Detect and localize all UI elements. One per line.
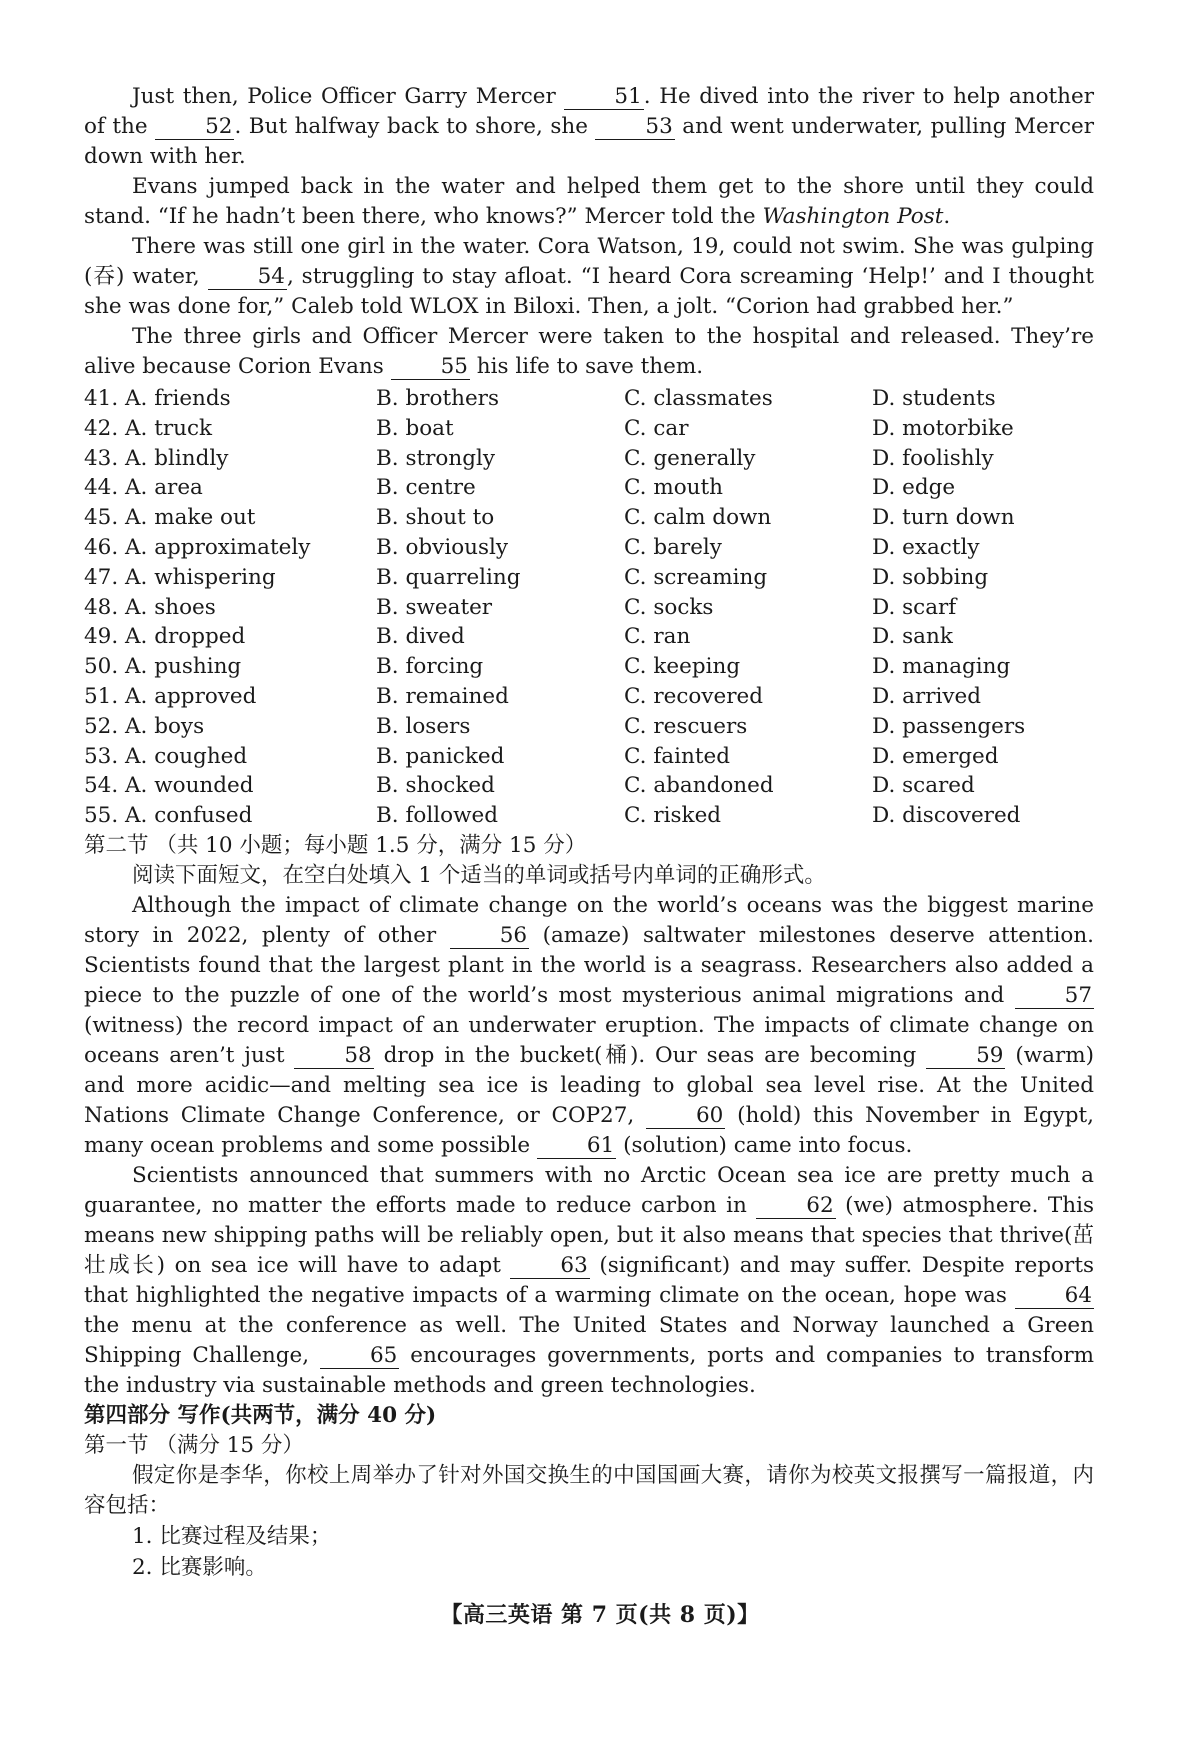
option-a: 50. A. pushing (84, 654, 242, 680)
section-heading: 第二节 （共 10 小题；每小题 1.5 分，满分 15 分） (84, 832, 587, 858)
option-b: B. boat (376, 415, 454, 441)
option-c: C. mouth (624, 475, 724, 501)
part-heading: 第四部分 写作(共两节，满分 40 分) (84, 1402, 437, 1428)
blank-64: 64 (1015, 1284, 1094, 1309)
option-row (84, 801, 1094, 831)
exam-page (84, 82, 1094, 1583)
passage-paragraph: Just then, Police Officer Garry Mercer 51. He dived into the river to help another of the 52. But halfway back to shore, she 53 and went underwater, pulling Mercer down with her. (84, 84, 1094, 169)
section-instruction: 阅读下面短文，在空白处填入 1 个适当的单词或括号内单词的正确形式。 (132, 862, 826, 888)
option-a: 49. A. dropped (84, 624, 246, 650)
section-heading: 第一节 （满分 15 分） (84, 1432, 304, 1458)
passage-paragraph: Scientists announced that summers with no Arctic Ocean sea ice are pretty much a guarantee, no matter the efforts made to reduce carbon in 62 (we) atmosphere. This means new shipping paths will be reliably open, but it also means that species that thrive(茁壮成长) on sea ice will have to adapt 63 (significant) and may suffer. Despite reports that highlighted the negative impacts of a warming climate on the ocean, hope was 64 the menu at the conference as well. The United States and Norway launched a Green Shipping Challenge, 65 encourages governments, ports and companies to transform the industry via sustainable methods and green technologies. (84, 1162, 1094, 1398)
blank-52: 52 (155, 115, 234, 140)
option-a: 46. A. approximately (84, 534, 311, 560)
option-row (84, 563, 1094, 593)
option-c: C. risked (624, 803, 722, 829)
option-a: 52. A. boys (84, 713, 205, 739)
option-b: B. quarreling (376, 564, 521, 590)
option-c: C. socks (624, 594, 714, 620)
option-b: B. remained (376, 683, 509, 709)
option-b: B. sweater (376, 594, 493, 620)
option-a: 55. A. confused (84, 803, 253, 829)
writing-prompt: 假定你是李华，你校上周举办了针对外国交换生的中国国画大赛，请你为校英文报撰写一篇报道，内容包括： (84, 1462, 1094, 1518)
option-b: B. forcing (376, 654, 484, 680)
blank-59: 59 (926, 1044, 1005, 1069)
option-row (84, 593, 1094, 623)
option-a: 53. A. coughed (84, 743, 248, 769)
writing-requirement: 1. 比赛过程及结果； (132, 1523, 332, 1549)
option-row (84, 771, 1094, 801)
blank-54: 54 (208, 265, 287, 290)
option-d: D. foolishly (872, 445, 994, 471)
option-d: D. passengers (872, 713, 1026, 739)
option-d: D. managing (872, 654, 1011, 680)
option-b: B. panicked (376, 743, 505, 769)
option-c: C. rescuers (624, 713, 748, 739)
passage-paragraph: Evans jumped back in the water and helped them get to the shore until they could stand. “If he hadn’t been there, who knows?” Mercer told the Washington Post. (84, 174, 1094, 229)
option-d: D. turn down (872, 505, 1015, 531)
option-b: B. brothers (376, 386, 499, 411)
option-a: 43. A. blindly (84, 445, 229, 471)
option-d: D. sank (872, 624, 953, 650)
option-b: B. strongly (376, 445, 495, 471)
option-row (84, 622, 1094, 652)
option-row (84, 473, 1094, 503)
option-row (84, 712, 1094, 742)
passage-paragraph: The three girls and Officer Mercer were taken to the hospital and released. They’re alive because Corion Evans 55 his life to save them. (84, 324, 1094, 379)
option-a: 42. A. truck (84, 415, 213, 441)
option-a: 48. A. shoes (84, 594, 216, 620)
publication-name: Washington Post (762, 204, 944, 229)
option-d: D. scared (872, 773, 975, 799)
option-c: C. keeping (624, 654, 741, 680)
passage-paragraph: Although the impact of climate change on the world’s oceans was the biggest marine story in 2022, plenty of other 56 (amaze) saltwater milestones deserve attention. Scientists found that the largest plant in the world is a seagrass. Researchers also added a piece to the puzzle of one of the world’s most mysterious animal migrations and 57 (witness) the record impact of an underwater eruption. The impacts of climate change on oceans aren’t just 58 drop in the bucket(桶). Our seas are becoming 59 (warm) and more acidic—and melting sea ice is leading to global sea level rise. At the United Nations Climate Change Conference, or COP27, 60 (hold) this November in Egypt, many ocean problems and some possible 61 (solution) came into focus. (84, 892, 1094, 1158)
option-a: 54. A. wounded (84, 773, 254, 799)
blank-61: 61 (537, 1134, 616, 1159)
blank-62: 62 (756, 1194, 835, 1219)
option-b: B. followed (376, 803, 498, 829)
option-d: D. discovered (872, 803, 1021, 829)
option-d: D. edge (872, 475, 956, 501)
option-d: D. scarf (872, 594, 957, 620)
option-b: B. shout to (376, 505, 495, 531)
option-row (84, 414, 1094, 444)
option-a: 47. A. whispering (84, 564, 276, 590)
answer-options-list (84, 384, 1094, 831)
option-c: C. calm down (624, 505, 772, 531)
blank-51: 51 (564, 85, 643, 110)
blank-60: 60 (646, 1104, 725, 1129)
option-row (84, 503, 1094, 533)
page-footer: 【高三英语 第 7 页(共 8 页)】 (440, 1602, 760, 1628)
option-d: D. emerged (872, 743, 999, 769)
option-row (84, 384, 1094, 414)
option-row (84, 444, 1094, 474)
option-b: B. dived (376, 624, 465, 650)
option-c: C. classmates (624, 386, 773, 411)
option-c: C. recovered (624, 683, 763, 709)
writing-requirement: 2. 比赛影响。 (132, 1554, 267, 1580)
option-b: B. obviously (376, 534, 509, 560)
option-b: B. losers (376, 713, 471, 739)
option-d: D. sobbing (872, 564, 989, 590)
option-d: D. arrived (872, 683, 982, 709)
option-d: D. motorbike (872, 415, 1014, 441)
option-a: 44. A. area (84, 475, 203, 501)
option-b: B. shocked (376, 773, 495, 799)
option-d: D. exactly (872, 534, 980, 560)
option-row (84, 652, 1094, 682)
option-a: 51. A. approved (84, 683, 257, 709)
option-row (84, 742, 1094, 772)
option-c: C. screaming (624, 564, 768, 590)
option-d: D. students (872, 386, 996, 411)
option-c: C. generally (624, 445, 756, 471)
blank-53: 53 (595, 115, 674, 140)
option-c: C. fainted (624, 743, 730, 769)
blank-56: 56 (450, 924, 529, 949)
blank-55: 55 (391, 355, 470, 380)
option-c: C. barely (624, 534, 722, 560)
blank-57: 57 (1015, 984, 1094, 1009)
blank-65: 65 (320, 1344, 399, 1369)
option-row (84, 533, 1094, 563)
option-c: C. ran (624, 624, 691, 650)
option-a: 45. A. make out (84, 505, 256, 531)
option-b: B. centre (376, 475, 476, 501)
passage-paragraph: There was still one girl in the water. Cora Watson, 19, could not swim. She was gulping (吞) water, 54, struggling to stay afloat. “I heard Cora screaming ‘Help!’ and I thought she was done for,” Caleb told WLOX in Biloxi. Then, a jolt. “Corion had grabbed her.” (84, 234, 1094, 319)
option-a: 41. A. friends (84, 386, 231, 411)
blank-63: 63 (510, 1254, 589, 1279)
blank-58: 58 (294, 1044, 373, 1069)
option-c: C. car (624, 415, 689, 441)
option-c: C. abandoned (624, 773, 774, 799)
option-row (84, 682, 1094, 712)
